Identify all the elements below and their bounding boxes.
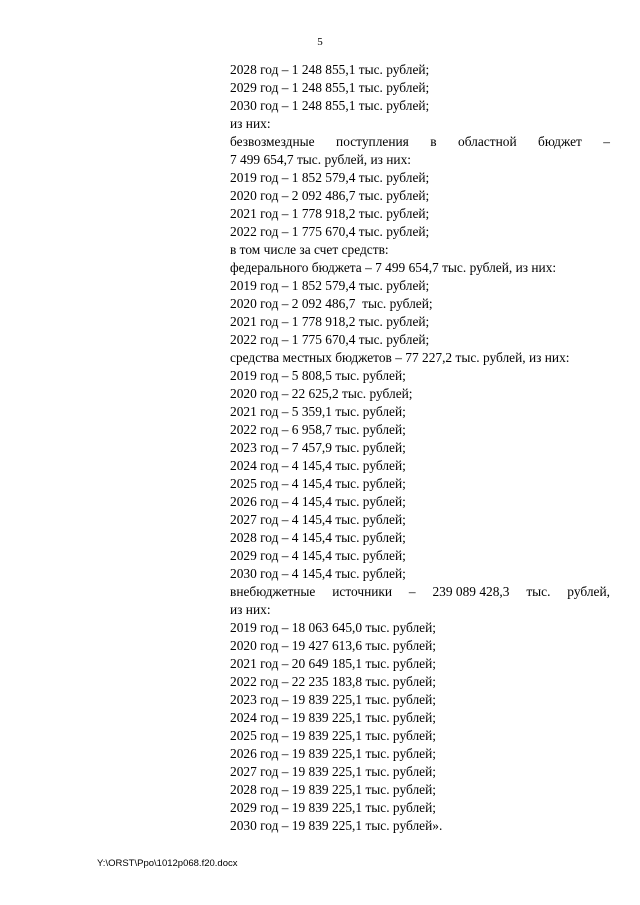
heading-word: – xyxy=(603,134,610,149)
year-line: 2027 год – 4 145,4 тыс. рублей; xyxy=(230,512,406,527)
document-body xyxy=(230,61,610,835)
page-number: 5 xyxy=(317,36,323,48)
year-line: 2024 год – 4 145,4 тыс. рублей; xyxy=(230,458,406,473)
heading-word: областной xyxy=(458,134,517,149)
year-line: 2029 год – 19 839 225,1 тыс. рублей; xyxy=(230,800,436,815)
year-line: 2020 год – 19 427 613,6 тыс. рублей; xyxy=(230,638,436,653)
gratuitous-total: 7 499 654,7 тыс. рублей, из них: xyxy=(230,152,411,167)
heading-word: внебюджетные xyxy=(230,584,316,599)
year-line: 2028 год – 19 839 225,1 тыс. рублей; xyxy=(230,782,436,797)
year-line: 2021 год – 1 778 918,2 тыс. рублей; xyxy=(230,206,430,221)
heading-word: – xyxy=(408,584,416,599)
year-line: 2030 год – 1 248 855,1 тыс. рублей; xyxy=(230,98,430,113)
year-line: 2026 год – 19 839 225,1 тыс. рублей; xyxy=(230,746,436,761)
year-line: 2022 год – 1 775 670,4 тыс. рублей; xyxy=(230,332,430,347)
year-line: 2025 год – 4 145,4 тыс. рублей; xyxy=(230,476,406,491)
year-line: 2028 год – 4 145,4 тыс. рублей; xyxy=(230,530,406,545)
year-line: 2023 год – 19 839 225,1 тыс. рублей; xyxy=(230,692,436,707)
year-line: 2027 год – 19 839 225,1 тыс. рублей; xyxy=(230,764,436,779)
heading-word: 239 089 428,3 xyxy=(432,584,510,599)
year-line: 2022 год – 1 775 670,4 тыс. рублей; xyxy=(230,224,430,239)
year-line: 2022 год – 22 235 183,8 тыс. рублей; xyxy=(230,674,436,689)
including-funds-label: в том числе за счет средств: xyxy=(230,242,389,257)
year-line: 2021 год – 20 649 185,1 тыс. рублей; xyxy=(230,656,436,671)
year-line: 2030 год – 19 839 225,1 тыс. рублей». xyxy=(230,818,443,833)
year-line: 2026 год – 4 145,4 тыс. рублей; xyxy=(230,494,406,509)
of-them-label: из них: xyxy=(230,602,271,617)
local-total: средства местных бюджетов – 77 227,2 тыс. рублей, из них: xyxy=(230,350,570,365)
heading-word: безвозмездные xyxy=(230,134,315,149)
gratuitous-heading xyxy=(230,133,610,151)
year-line: 2020 год – 2 092 486,7 тыс. рублей; xyxy=(230,188,430,203)
year-line: 2029 год – 4 145,4 тыс. рублей; xyxy=(230,548,406,563)
heading-word: рублей, xyxy=(567,584,610,599)
year-line: 2019 год – 1 852 579,4 тыс. рублей; xyxy=(230,170,430,185)
year-line: 2021 год – 1 778 918,2 тыс. рублей; xyxy=(230,314,430,329)
year-line: 2019 год – 1 852 579,4 тыс. рублей; xyxy=(230,278,430,293)
footer-file-path: Y:\ORST\Ppo\1012p068.f20.docx xyxy=(97,858,238,869)
year-line: 2029 год – 1 248 855,1 тыс. рублей; xyxy=(230,80,430,95)
year-line: 2019 год – 5 808,5 тыс. рублей; xyxy=(230,368,406,383)
year-line: 2022 год – 6 958,7 тыс. рублей; xyxy=(230,422,406,437)
year-line: 2024 год – 19 839 225,1 тыс. рублей; xyxy=(230,710,436,725)
heading-word: в xyxy=(430,134,437,149)
heading-word: бюджет xyxy=(538,134,582,149)
year-line: 2020 год – 2 092 486,7 тыс. рублей; xyxy=(230,296,433,311)
year-line: 2028 год – 1 248 855,1 тыс. рублей; xyxy=(230,62,430,77)
year-line: 2019 год – 18 063 645,0 тыс. рублей; xyxy=(230,620,436,635)
heading-word: поступления xyxy=(336,134,409,149)
year-line: 2025 год – 19 839 225,1 тыс. рублей; xyxy=(230,728,436,743)
year-line: 2023 год – 7 457,9 тыс. рублей; xyxy=(230,440,406,455)
year-line: 2020 год – 22 625,2 тыс. рублей; xyxy=(230,386,413,401)
federal-total: федерального бюджета – 7 499 654,7 тыс. рублей, из них: xyxy=(230,260,557,275)
extrabudget-heading xyxy=(230,583,610,601)
heading-word: тыс. xyxy=(526,584,551,599)
year-line: 2021 год – 5 359,1 тыс. рублей; xyxy=(230,404,406,419)
year-line: 2030 год – 4 145,4 тыс. рублей; xyxy=(230,566,406,581)
heading-word: источники xyxy=(332,584,393,599)
of-them-label: из них: xyxy=(230,116,271,131)
